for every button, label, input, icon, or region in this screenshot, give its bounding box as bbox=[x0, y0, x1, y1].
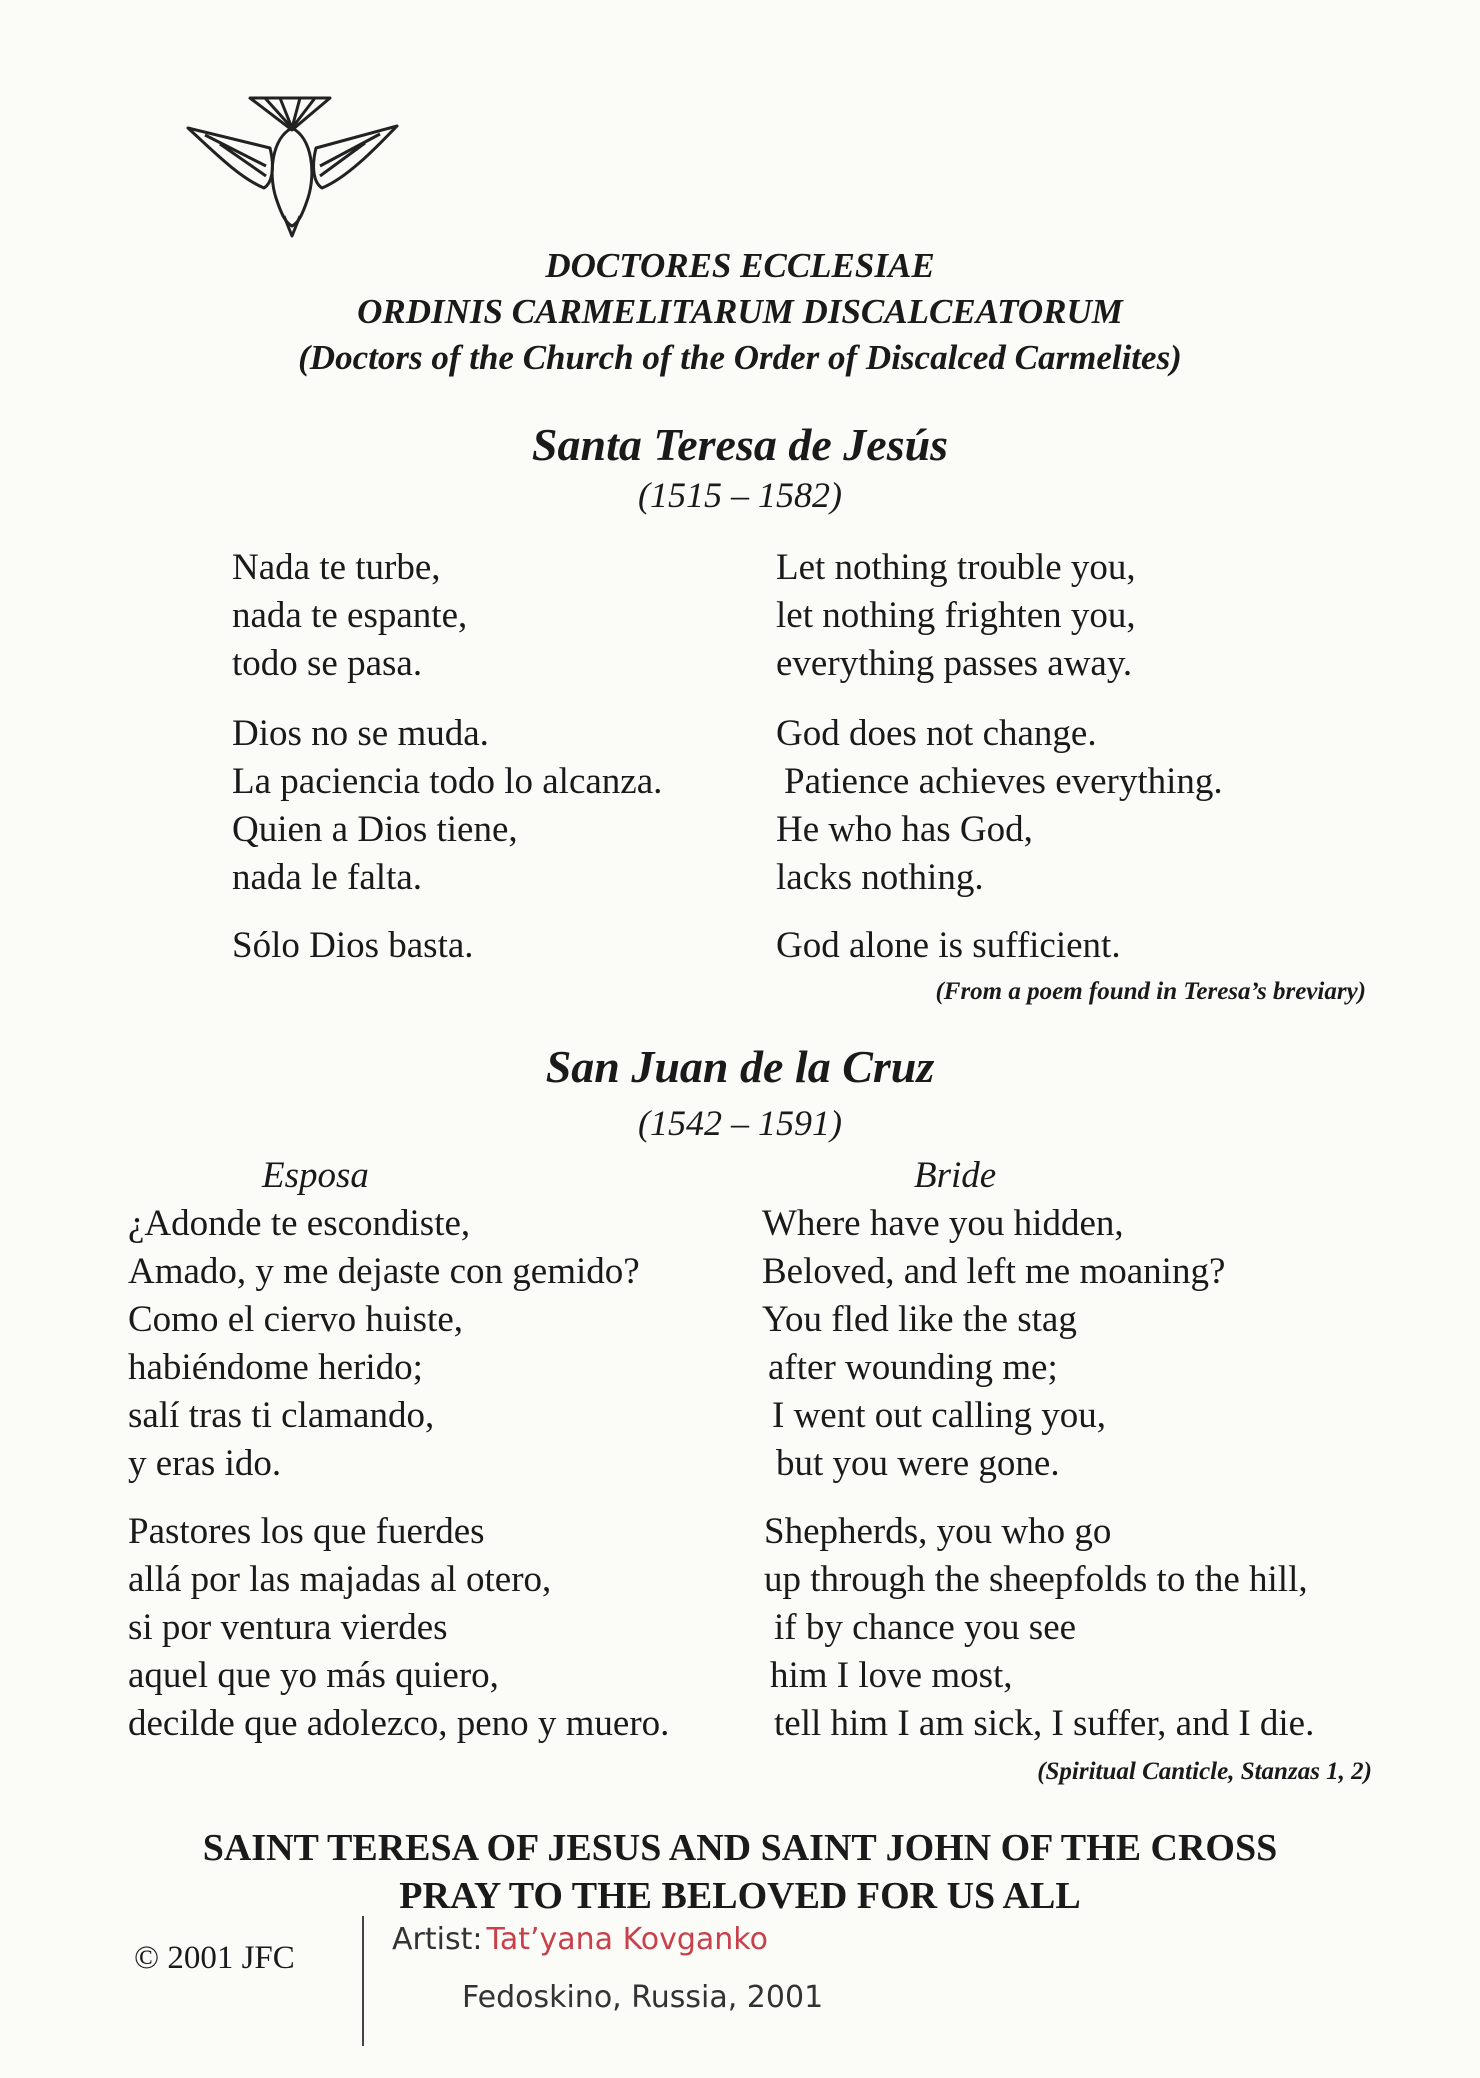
verse-line: ¿Adonde te escondiste, bbox=[128, 1203, 471, 1244]
verse-line: him I love most, bbox=[770, 1655, 1013, 1696]
verse-line: Pastores los que fuerdes bbox=[128, 1511, 485, 1552]
verse-line: if by chance you see bbox=[774, 1607, 1077, 1648]
verse-line: habiéndome herido; bbox=[128, 1347, 423, 1388]
juan-dates: (1542 – 1591) bbox=[638, 1103, 842, 1143]
verse-line: Let nothing trouble you, bbox=[776, 547, 1136, 588]
verse-line: Dios no se muda. bbox=[232, 713, 489, 754]
juan-spanish-stanza-2 bbox=[128, 1508, 669, 1748]
verse-line: You fled like the stag bbox=[762, 1299, 1077, 1340]
juan-source: (Spiritual Canticle, Stanzas 1, 2) bbox=[1037, 1758, 1372, 1785]
verse-line: nada te espante, bbox=[232, 595, 468, 636]
verse-line: Como el ciervo huiste, bbox=[128, 1299, 463, 1340]
verse-line: aquel que yo más quiero, bbox=[128, 1655, 499, 1696]
copyright: © 2001 JFC bbox=[134, 1940, 295, 1976]
artist-label: Artist: bbox=[392, 1922, 483, 1957]
verse-line: I went out calling you, bbox=[772, 1395, 1106, 1436]
juan-spanish-stanza-1 bbox=[128, 1200, 640, 1488]
teresa-title: Santa Teresa de Jesús bbox=[531, 419, 949, 470]
verse-line: todo se pasa. bbox=[232, 643, 423, 684]
verse-line: after wounding me; bbox=[768, 1347, 1058, 1388]
juan-english-stanza-2 bbox=[764, 1508, 1314, 1748]
teresa-spanish-stanza-1 bbox=[232, 544, 467, 688]
verse-line: y eras ido. bbox=[128, 1443, 282, 1484]
verse-line: but you were gone. bbox=[776, 1443, 1060, 1484]
verse-line: lacks nothing. bbox=[776, 857, 984, 898]
juan-english-heading: Bride bbox=[914, 1155, 997, 1196]
teresa-spanish-stanza-3 bbox=[232, 922, 474, 970]
teresa-english-stanza-3 bbox=[776, 922, 1121, 970]
verse-line: He who has God, bbox=[776, 809, 1033, 850]
closing-line-1: SAINT TERESA OF JESUS AND SAINT JOHN OF THE CROSS bbox=[202, 1827, 1278, 1869]
teresa-english-stanza-2 bbox=[776, 710, 1223, 902]
closing-line-2: PRAY TO THE BELOVED FOR US ALL bbox=[399, 1875, 1081, 1917]
verse-line: allá por las majadas al otero, bbox=[128, 1559, 552, 1600]
verse-line: La paciencia todo lo alcanza. bbox=[232, 761, 663, 802]
verse-line: Nada te turbe, bbox=[232, 547, 441, 588]
verse-line: tell him I am sick, I suffer, and I die. bbox=[774, 1703, 1315, 1744]
verse-line: Where have you hidden, bbox=[762, 1203, 1124, 1244]
header-latin-2: ORDINIS CARMELITARUM DISCALCEATORUM bbox=[357, 292, 1123, 331]
juan-english-stanza-1 bbox=[762, 1200, 1225, 1488]
verse-line: Beloved, and left me moaning? bbox=[762, 1251, 1226, 1292]
verse-line: Patience achieves everything. bbox=[784, 761, 1223, 802]
teresa-english-stanza-1 bbox=[776, 544, 1136, 688]
verse-line: Sólo Dios basta. bbox=[232, 925, 474, 966]
verse-line: si por ventura vierdes bbox=[128, 1607, 448, 1648]
header-latin-1: DOCTORES ECCLESIAE bbox=[545, 246, 935, 285]
teresa-spanish-stanza-2 bbox=[232, 710, 662, 902]
verse-line: God alone is sufficient. bbox=[776, 925, 1121, 966]
teresa-source: (From a poem found in Teresa’s breviary) bbox=[935, 978, 1366, 1005]
juan-title: San Juan de la Cruz bbox=[545, 1041, 935, 1092]
artist-place: Fedoskino, Russia, 2001 bbox=[462, 1980, 824, 2015]
verse-line: up through the sheepfolds to the hill, bbox=[764, 1559, 1308, 1600]
dove-emblem-icon bbox=[180, 88, 405, 238]
juan-spanish-heading: Esposa bbox=[262, 1155, 369, 1196]
verse-line: nada le falta. bbox=[232, 857, 423, 898]
artist-name: Tat’yana Kovganko bbox=[486, 1922, 768, 1957]
header-english: (Doctors of the Church of the Order of Discalced Carmelites) bbox=[298, 338, 1182, 377]
teresa-dates: (1515 – 1582) bbox=[638, 475, 842, 515]
verse-line: everything passes away. bbox=[776, 643, 1133, 684]
verse-line: let nothing frighten you, bbox=[776, 595, 1136, 636]
verse-line: Amado, y me dejaste con gemido? bbox=[128, 1251, 640, 1292]
artist-credit bbox=[362, 1916, 924, 2046]
verse-line: salí tras ti clamando, bbox=[128, 1395, 435, 1436]
verse-line: God does not change. bbox=[776, 713, 1097, 754]
verse-line: decilde que adolezco, peno y muero. bbox=[128, 1703, 670, 1744]
verse-line: Quien a Dios tiene, bbox=[232, 809, 518, 850]
verse-line: Shepherds, you who go bbox=[764, 1511, 1112, 1552]
